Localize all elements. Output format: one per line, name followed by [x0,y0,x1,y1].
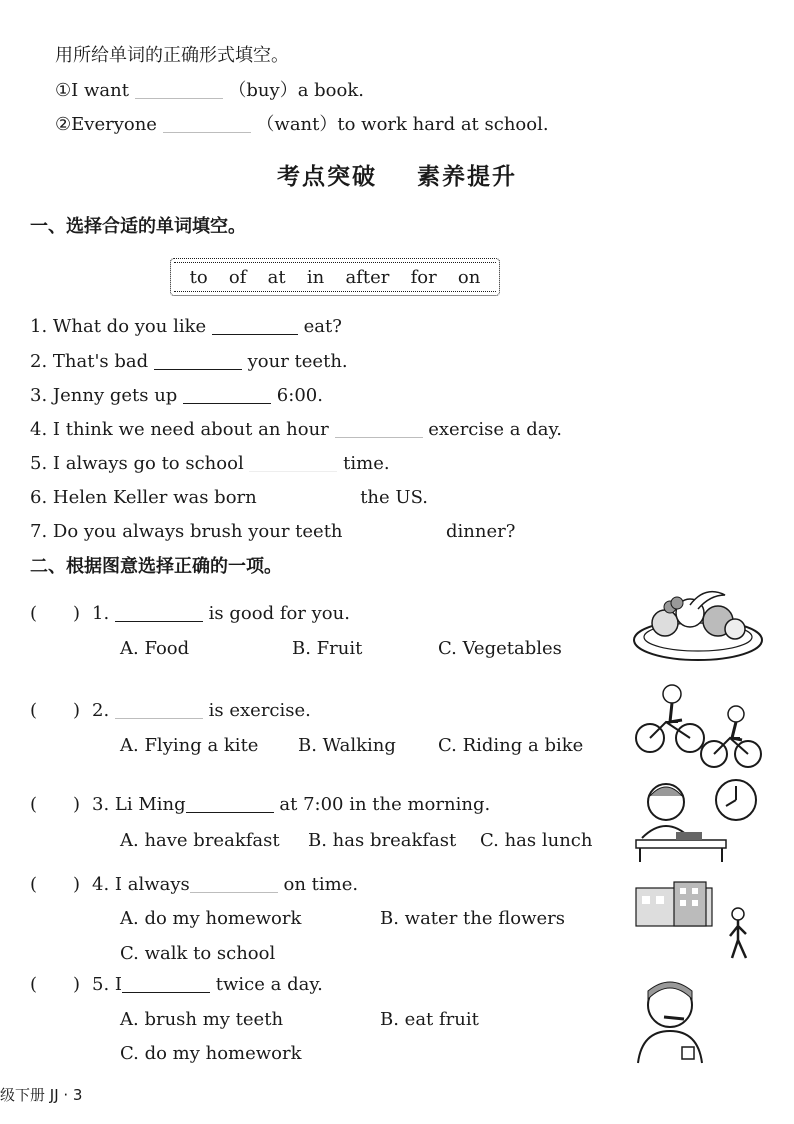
answer-blank[interactable] [186,794,274,813]
answer-blank[interactable] [249,453,337,472]
answer-blank[interactable] [183,385,271,404]
brushing-teeth-icon [634,975,706,1065]
page-footer: 级下册 JJ · 3 [0,1086,83,1104]
fill-question-7: 7. Do you always brush your teeth dinner? [30,521,516,542]
option-c[interactable]: C. Riding a bike [438,735,584,756]
answer-blank[interactable] [115,700,203,719]
answer-blank[interactable] [190,874,278,893]
fill-question-4: 4. I think we need about an hour exercise a day. [30,419,562,440]
option-c[interactable]: C. has lunch [480,830,593,851]
word-bank-item: of [228,266,247,288]
answer-blank[interactable] [163,114,251,133]
word-bank-item: in [306,266,325,288]
option-b[interactable]: B. water the flowers [380,908,565,929]
option-a[interactable]: A. do my homework [120,908,302,929]
option-c[interactable]: C. do my homework [120,1043,302,1064]
option-c[interactable]: C. walk to school [120,943,276,964]
fill-question-1: 1. What do you like eat? [30,316,342,337]
fill-question-5: 5. I always go to school time. [30,453,390,474]
breakfast-clock-icon [632,778,760,864]
word-bank [170,258,500,296]
option-a[interactable]: A. Flying a kite [120,735,259,756]
option-b[interactable]: B. has breakfast [308,830,457,851]
answer-paren[interactable]: ( ) [30,794,81,815]
intro-question-2: ②Everyone （want）to work hard at school. [55,114,549,135]
option-b[interactable]: B. Fruit [292,638,363,659]
option-a[interactable]: A. brush my teeth [120,1009,284,1030]
fruit-bowl-icon [630,585,765,665]
fill-question-6: 6. Helen Keller was born the US. [30,487,428,508]
answer-blank[interactable] [115,603,203,622]
choice-question-4: ( ) 4. I always on time. [30,874,359,895]
answer-paren[interactable]: ( ) [30,874,81,895]
option-a[interactable]: A. Food [120,638,190,659]
answer-blank[interactable] [122,974,210,993]
word-bank-item: at [267,266,286,288]
option-b[interactable]: B. eat fruit [380,1009,479,1030]
walk-to-school-icon [634,880,756,964]
answer-paren[interactable]: ( ) [30,974,81,995]
answer-paren[interactable]: ( ) [30,700,81,721]
answer-paren[interactable]: ( ) [30,603,81,624]
word-bank-item: after [345,266,390,288]
part2-heading: 二、根据图意选择正确的一项。 [30,556,282,577]
word-bank-item: for [410,266,437,288]
answer-blank[interactable] [135,80,223,99]
option-b[interactable]: B. Walking [298,735,396,756]
option-c[interactable]: C. Vegetables [438,638,562,659]
section-title: 考点突破 素养提升 [276,164,518,190]
word-bank-item: on [457,266,481,288]
choice-question-2: ( ) 2. is exercise. [30,700,311,721]
choice-question-5: ( ) 5. I twice a day. [30,974,323,995]
choice-question-3: ( ) 3. Li Ming at 7:00 in the morning. [30,794,491,815]
answer-blank[interactable] [348,521,440,540]
answer-blank[interactable] [262,487,354,506]
intro-question-1: ①I want （buy）a book. [55,80,364,101]
word-bank-item: to [189,266,208,288]
intro-instruction: 用所给单词的正确形式填空。 [55,45,289,66]
fill-question-3: 3. Jenny gets up 6:00. [30,385,323,406]
children-bikes-icon [632,680,762,770]
choice-question-1: ( ) 1. is good for you. [30,603,350,624]
answer-blank[interactable] [212,316,298,335]
part1-heading: 一、选择合适的单词填空。 [30,216,246,237]
answer-blank[interactable] [154,351,242,370]
option-a[interactable]: A. have breakfast [120,830,280,851]
answer-blank[interactable] [335,419,423,438]
fill-question-2: 2. That's bad your teeth. [30,351,348,372]
